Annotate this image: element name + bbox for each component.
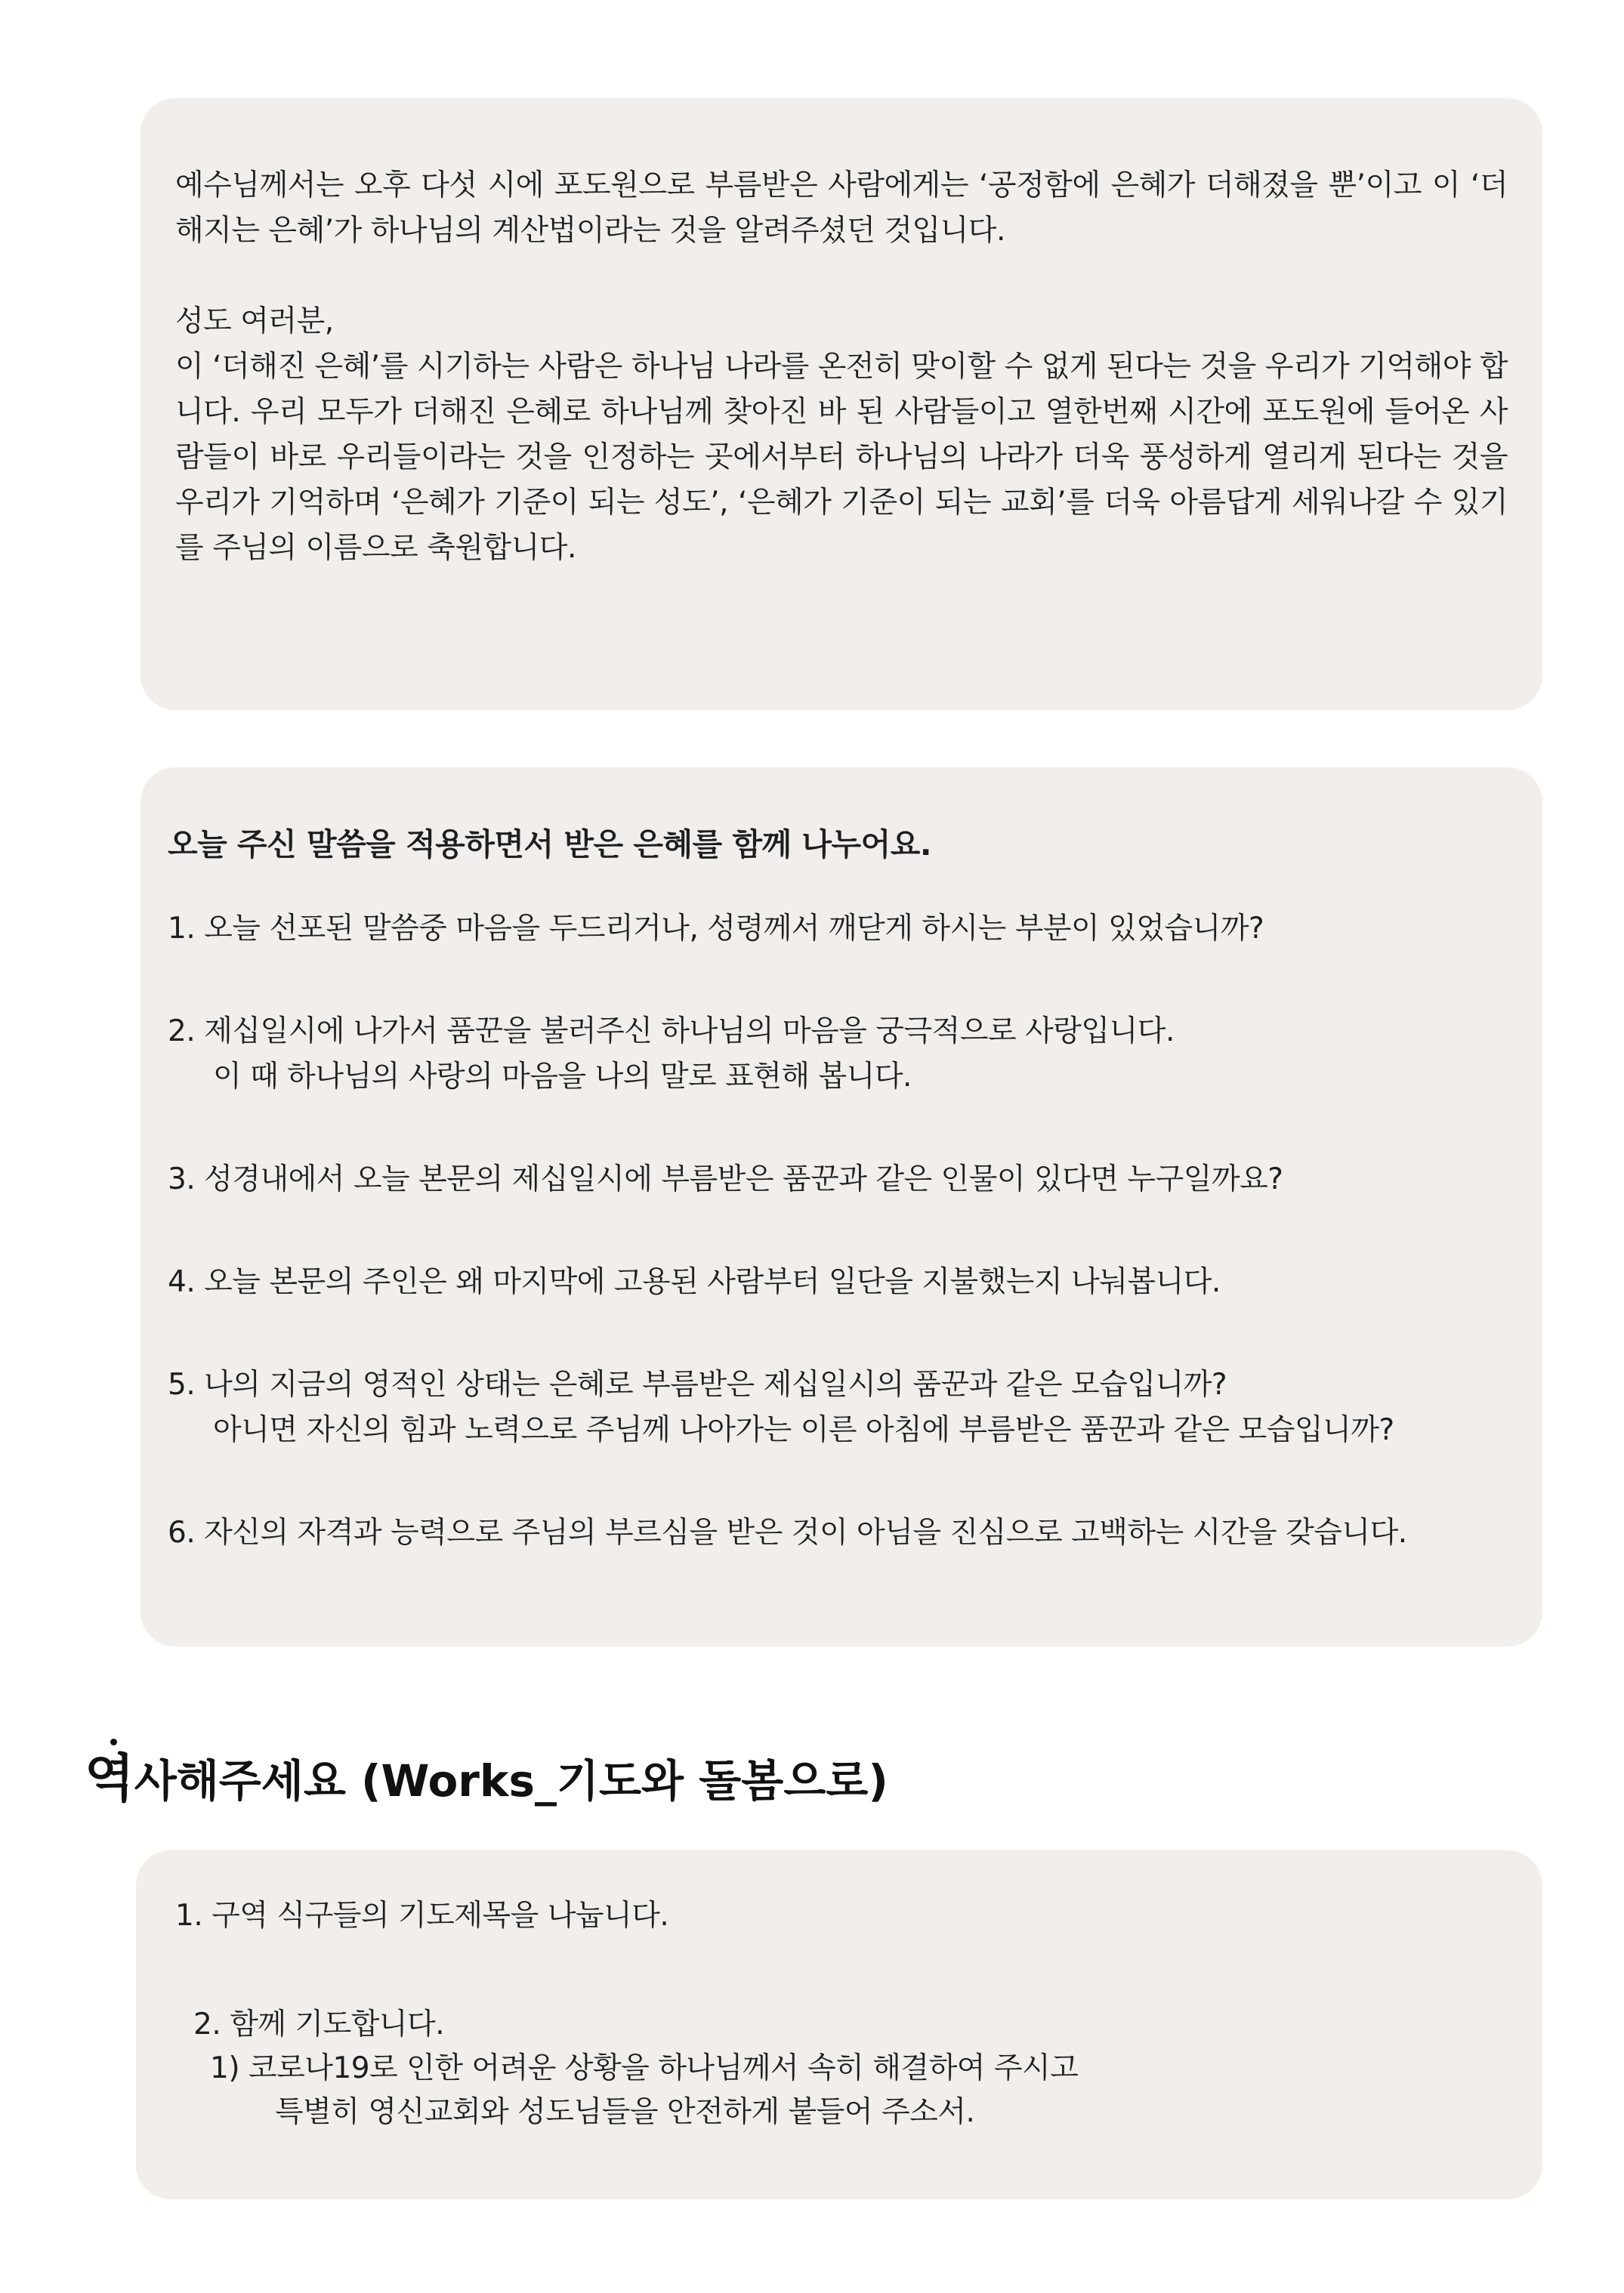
questions-card bbox=[140, 767, 1542, 1646]
prayer-subitem-text: 1) 코로나19로 인한 어려운 상황을 하나님께서 속히 해결하여 주시고 bbox=[210, 2051, 1079, 2085]
question-text-continued: 아니면 자신의 힘과 노력으로 주님께 나아가는 이른 아침에 부름받은 품꾼과 같은 모습입니까? bbox=[213, 1413, 1394, 1447]
questions-heading: 오늘 주신 말씀을 적용하면서 받은 은혜를 함께 나누어요. bbox=[168, 826, 931, 863]
question-text: 6. 자신의 자격과 능력으로 주님의 부르심을 받은 것이 아님을 진심으로 고백하는 시간을 갖습니다. bbox=[168, 1516, 1407, 1550]
works-section-title bbox=[85, 1749, 888, 1811]
question-item-1 bbox=[168, 906, 1514, 952]
question-text: 5. 나의 지금의 영적인 상태는 은혜로 부름받은 제십일시의 품꾼과 같은 모습입니까? bbox=[168, 1368, 1227, 1402]
question-text: 3. 성경내에서 오늘 본문의 제십일시에 부름받은 품꾼과 같은 인물이 있다면 누구일까요? bbox=[168, 1162, 1283, 1196]
prayer-item-1: 1. 구역 식구들의 기도제목을 나눕니다. bbox=[175, 1899, 669, 1933]
sermon-greeting: 성도 여러분, bbox=[175, 304, 334, 338]
question-item-5 bbox=[168, 1363, 1514, 1453]
title-first-char: 역 bbox=[85, 1749, 134, 1809]
question-text: 2. 제십일시에 나가서 품꾼을 불러주신 하나님의 마음을 궁극적으로 사랑입니다. bbox=[168, 1014, 1175, 1048]
spacer bbox=[175, 254, 1508, 299]
sermon-paragraph-2: 이 ‘더해진 은혜’를 시기하는 사람은 하나님 나라를 온전히 맞이할 수 없게 된다는 것을 우리가 기억해야 합니다. 우리 모두가 더해진 은혜로 하나님께 찾아진 바 된 사람들이고 열한번째 시간에 포도원에 들어온 사람들이 바로 우리들이라는 것을 인정하는 곳에서부터 하나님의 나라가 더욱 풍성하게 열리게 된다는 것을 우리가 기억하며 ‘은혜가 기준이 되는 성도’, ‘은혜가 기준이 되는 교회’를 더욱 아름답게 세워나갈 수 있기를 주님의 이름으로 축원합니다. bbox=[175, 350, 1508, 565]
question-text-continued: 이 때 하나님의 사랑의 마음을 나의 말로 표현해 봅니다. bbox=[213, 1060, 912, 1094]
title-dot-ornament bbox=[110, 1739, 117, 1745]
question-item-4 bbox=[168, 1260, 1514, 1305]
question-text: 4. 오늘 본문의 주인은 왜 마지막에 고용된 사람부터 일단을 지불했는지 나눠봅니다. bbox=[168, 1265, 1221, 1299]
sermon-card bbox=[140, 98, 1542, 710]
prayer-subitem-text-continued: 특별히 영신교회와 성도님들을 안전하게 붙들어 주소서. bbox=[275, 2095, 975, 2129]
question-item-2 bbox=[168, 1009, 1514, 1100]
title-rest: 사해주세요 (Works_기도와 돌봄으로) bbox=[134, 1755, 888, 1807]
prayer-subitem-1 bbox=[175, 2047, 1512, 2134]
prayer-card bbox=[136, 1850, 1542, 2199]
question-item-3 bbox=[168, 1157, 1514, 1202]
question-text: 1. 오늘 선포된 말씀중 마음을 두드리거나, 성령께서 깨닫게 하시는 부분이 있었습니까? bbox=[168, 912, 1264, 946]
sermon-paragraph-1: 예수님께서는 오후 다섯 시에 포도원으로 부름받은 사람에게는 ‘공정함에 은혜가 더해졌을 뿐’이고 이 ‘더해지는 은혜’가 하나님의 계산법이라는 것을 알려주셨던 것입니다. bbox=[175, 168, 1508, 248]
prayer-item-2: 2. 함께 기도합니다. bbox=[193, 2008, 445, 2041]
question-item-6 bbox=[168, 1511, 1514, 1556]
